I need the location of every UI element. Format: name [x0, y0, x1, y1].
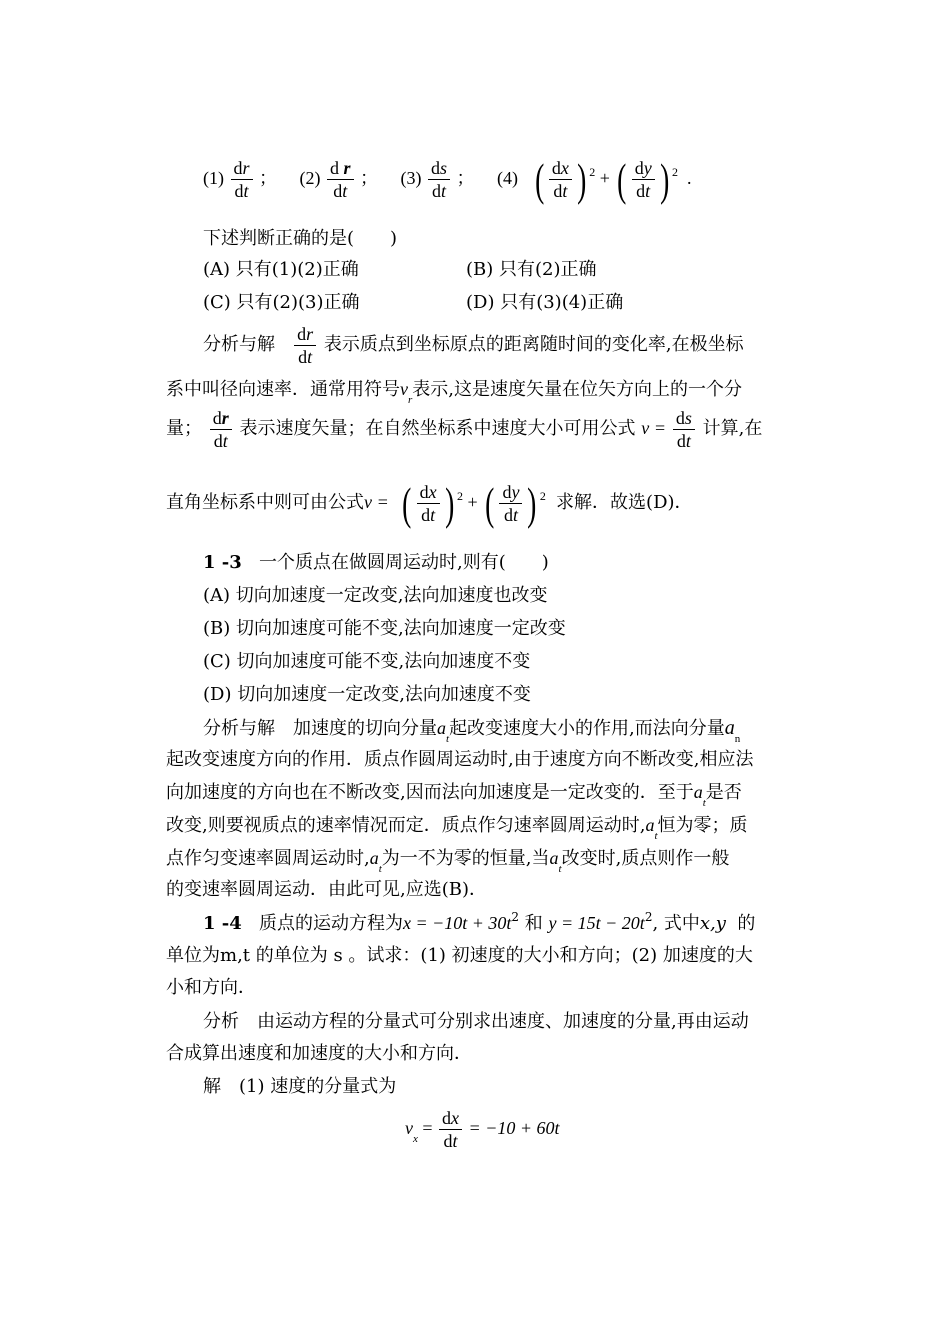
q13-choice-d: (D) 切向加速度一定改变,法向加速度不变 — [203, 684, 531, 705]
q14-stem-line-2: 单位为m,t 的单位为 s 。试求：(1) 初速度的大小和方向；(2) 加速度的大 — [166, 945, 753, 966]
q13-answer-line-2: 起改变速度方向的作用．质点作圆周运动时,由于速度方向不断改变,相应法 — [166, 749, 754, 770]
q12-prompt: 下述判断正确的是( ) — [203, 228, 398, 249]
q13-answer-line-1: 分析与解 加速度的切向分量$a_t$起改变速度大小的作用,而法向分量$a_n$ — [203, 717, 741, 745]
speed-formula: ( $\frac{dx}{dt}$ ) $^2$ + ( $\frac{dy}{dt}$ ) $^2$ — [534, 153, 679, 205]
fraction-dr-vector-dt: $\frac{\text{d r}}{dt}$ — [327, 157, 354, 202]
symbol-v-r: $v_r$ — [400, 379, 413, 406]
options-line: (1) $\frac{dr}{dt}$ ； (2) $\frac{\text{d r}}{dt}$ ； (3) $\frac{ds}{dt}$ ； (4) ( $\frac{dx}{dt}$ ) $^2$ + ( $\frac{dy}{dt}$ ) $^2$ . — [203, 153, 692, 205]
q14-stem-line-3: 小和方向． — [166, 977, 256, 998]
q14-stem-line-1: 1 -4 质点的运动方程为$x = -10t + 30t^2$ 和 $y = 15t - 20t^2$, 式中x,y 的 — [203, 910, 756, 934]
q13-answer-line-6: 的变速率圆周运动．由此可见,应选(B)． — [166, 879, 487, 900]
q13-choice-a: (A) 切向加速度一定改变,法向加速度也改变 — [203, 585, 548, 606]
q12-answer-line-3: 量； $\frac{dr}{dt}$ 表示速度矢量；在自然坐标系中速度大小可用公式 v = $\frac{ds}{dt}$ 计算,在 — [166, 407, 763, 451]
q12-choice-c: (C) 只有(2)(3)正确 — [203, 292, 360, 313]
q12-answer-line-4: 直角坐标系中则可由公式v = ( $\frac{dx}{dt}$ ) $^2$ + ( $\frac{dy}{dt}$ ) $^2$ 求解．故选(D)． — [166, 477, 693, 529]
fraction-dr-vector-dt: $\frac{dr}{dt}$ — [210, 407, 232, 452]
fraction-ds-dt: $\frac{ds}{dt}$ — [428, 157, 450, 202]
q13-stem: 1 -3 一个质点在做圆周运动时,则有( ) — [203, 552, 549, 573]
q14-analysis-line-1: 分析 由运动方程的分量式可分别求出速度、加速度的分量,再由运动 — [203, 1011, 749, 1032]
q13-choice-b: (B) 切向加速度可能不变,法向加速度一定改变 — [203, 618, 566, 639]
q13-answer-line-3: 向加速度的方向也在不断改变,因而法向加速度是一定改变的．至于$a_t$是否 — [166, 782, 742, 809]
q12-answer-line-1: 分析与解 $\frac{dr}{dt}$ 表示质点到坐标原点的距离随时间的变化率,在极坐标 — [203, 323, 744, 367]
q13-answer-line-4: 改变,则要视质点的速率情况而定．质点作匀速率圆周运动时$,a_t$恒为零；质 — [166, 815, 748, 842]
fraction-dr-dt: $\frac{dr}{dt}$ — [294, 323, 316, 368]
q13-answer-line-5: 点作匀变速率圆周运动时$,a_t$为一不为零的恒量,当$a_t$改变时,质点则作一般 — [166, 848, 730, 875]
fraction-dr-dt: $\frac{dr}{dt}$ — [231, 157, 253, 202]
q12-choice-b: (B) 只有(2)正确 — [466, 259, 597, 280]
q13-choice-c: (C) 切向加速度可能不变,法向加速度不变 — [203, 651, 531, 672]
q12-choice-a: (A) 只有(1)(2)正确 — [203, 259, 359, 280]
q14-analysis-line-2: 合成算出速度和加速度的大小和方向． — [166, 1043, 472, 1064]
q12-choice-d: (D) 只有(3)(4)正确 — [466, 292, 624, 313]
q12-answer-line-2: 系中叫径向速率．通常用符号$v_r$表示,这是速度矢量在位矢方向上的一个分 — [166, 379, 743, 406]
fraction-ds-dt: $\frac{ds}{dt}$ — [673, 407, 695, 452]
speed-formula: ( $\frac{dx}{dt}$ ) $^2$ + ( $\frac{dy}{dt}$ ) $^2$ — [402, 477, 546, 529]
vx-equation: $v_x$ = $\frac{dx}{dt}$ = −10 + 60t — [405, 1108, 560, 1152]
q14-solution-intro: 解 (1) 速度的分量式为 — [203, 1076, 397, 1097]
